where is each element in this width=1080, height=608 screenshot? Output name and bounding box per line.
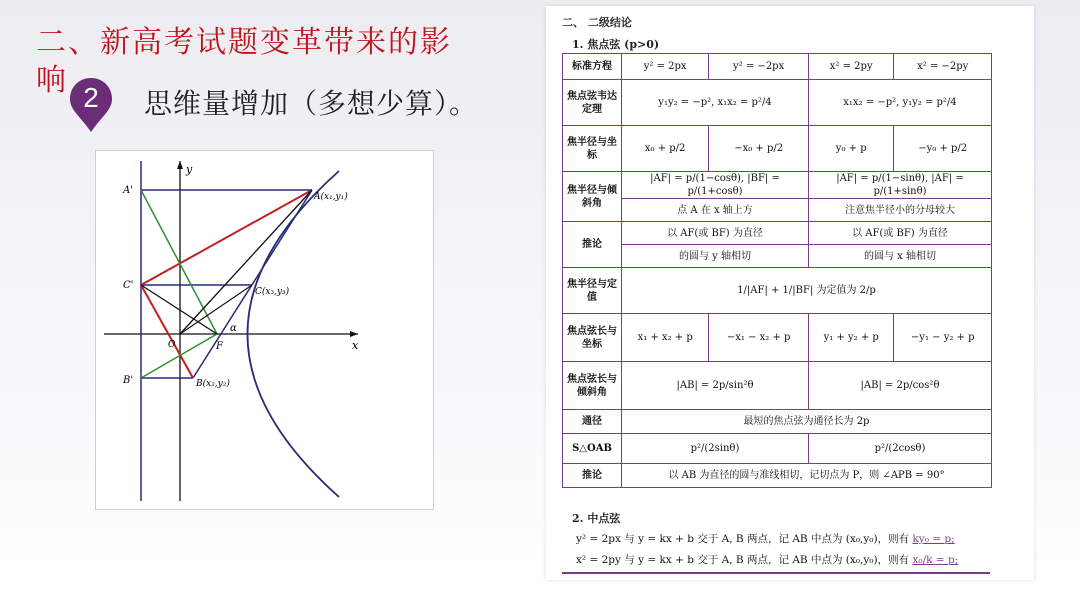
row-head: S△OAB bbox=[563, 434, 622, 464]
midpoint-line-2-result: x₀/k = p; bbox=[912, 554, 959, 566]
badge-number: 2 bbox=[83, 82, 99, 113]
page-title: 二、新高考试题变革带来的影响 bbox=[36, 25, 452, 98]
table-cell: x² = 2py bbox=[808, 54, 893, 80]
x-axis-arrow bbox=[350, 331, 358, 337]
row-head: 标准方程 bbox=[563, 54, 622, 80]
table-row bbox=[563, 362, 992, 410]
table-cell: 以 AB 为直径的圆与准线相切，记切点为 P，则 ∠APB = 90° bbox=[622, 464, 992, 488]
label-y: y bbox=[186, 163, 193, 176]
midpoint-line-2-text: x² = 2py 与 y = kx + b 交于 A, B 两点，记 AB 中点为 (x₀,y₀)，则有 bbox=[576, 554, 913, 566]
table-row bbox=[563, 126, 992, 172]
table-cell: −x₀ + p/2 bbox=[709, 126, 809, 172]
line-BprimeF bbox=[141, 334, 217, 378]
table-cell: 以 AF(或 BF) 为直径 bbox=[622, 222, 809, 245]
parabola-diagram bbox=[95, 150, 434, 510]
row-head: 通径 bbox=[563, 410, 622, 434]
label-x: x bbox=[352, 339, 359, 352]
row-head: 推论 bbox=[563, 222, 622, 268]
step-badge bbox=[70, 78, 112, 120]
table-cell: |AF| = p/(1−sinθ), |AF| = p/(1+sinθ) bbox=[808, 172, 991, 199]
table-cell: |AB| = 2p/cos²θ bbox=[808, 362, 991, 410]
table-row bbox=[563, 222, 992, 245]
doc-heading: 二、 二级结论 bbox=[562, 16, 632, 29]
line-AO bbox=[180, 190, 312, 334]
table-cell: p²/(2cosθ) bbox=[808, 434, 991, 464]
parabola-figure bbox=[96, 151, 433, 509]
doc-subheading-focal-chord: 1. 焦点弦 (p>0) bbox=[572, 38, 660, 51]
table-cell: 的圆与 y 轴相切 bbox=[622, 245, 809, 268]
line-CprimeF bbox=[141, 285, 217, 334]
table-row bbox=[563, 314, 992, 362]
table-cell: p²/(2sinθ) bbox=[622, 434, 809, 464]
bottom-rule bbox=[562, 572, 990, 574]
table-row bbox=[563, 410, 992, 434]
table-row bbox=[563, 268, 992, 314]
table-cell: x₀ + p/2 bbox=[622, 126, 709, 172]
table-row bbox=[563, 199, 992, 222]
line-CprimeB bbox=[141, 285, 193, 378]
table-cell: 注意焦半径小的分母较大 bbox=[808, 199, 991, 222]
table-cell: 1/|AF| + 1/|BF| 为定值为 2/p bbox=[622, 268, 992, 314]
label-O: O bbox=[168, 340, 176, 350]
label-alpha: α bbox=[230, 323, 237, 334]
table-cell: −x₁ − x₂ + p bbox=[709, 314, 809, 362]
table-cell: y² = 2px bbox=[622, 54, 709, 80]
y-axis-arrow bbox=[177, 161, 183, 169]
focal-chord bbox=[193, 190, 312, 378]
table-row bbox=[563, 172, 992, 199]
label-A-prime: A' bbox=[123, 185, 133, 196]
table-cell: −y₀ + p/2 bbox=[894, 126, 992, 172]
table-cell: 最短的焦点弦为通径长为 2p bbox=[622, 410, 992, 434]
table-cell: y² = −2px bbox=[709, 54, 809, 80]
table-cell: −y₁ − y₂ + p bbox=[894, 314, 992, 362]
label-B-prime: B' bbox=[123, 375, 134, 386]
row-head: 焦半径与倾斜角 bbox=[563, 172, 622, 222]
row-head: 焦半径与定值 bbox=[563, 268, 622, 314]
midpoint-line-1 bbox=[576, 531, 955, 546]
table-cell: x² = −2py bbox=[894, 54, 992, 80]
table-cell: y₀ + p bbox=[808, 126, 893, 172]
line-AprimeF bbox=[141, 190, 217, 334]
table-row bbox=[563, 80, 992, 126]
table-row bbox=[563, 464, 992, 488]
subtitle: 思维量增加（多想少算）。 bbox=[144, 87, 479, 120]
label-C-prime: C' bbox=[123, 280, 134, 291]
midpoint-line-1-text: y² = 2px 与 y = kx + b 交于 A, B 两点，记 AB 中点为 (x₀,y₀)，则有 bbox=[576, 533, 913, 545]
row-head: 焦点弦长与坐标 bbox=[563, 314, 622, 362]
row-head: 焦点弦长与倾斜角 bbox=[563, 362, 622, 410]
table-cell: x₁x₂ = −p², y₁y₂ = p²/4 bbox=[808, 80, 991, 126]
midpoint-line-1-result: ky₀ = p; bbox=[912, 533, 955, 545]
row-head: 焦点弦韦达定理 bbox=[563, 80, 622, 126]
table-cell: |AF| = p/(1−cosθ), |BF| = p/(1+cosθ) bbox=[622, 172, 809, 199]
formula-sheet bbox=[546, 6, 1034, 580]
table-cell: 点 A 在 x 轴上方 bbox=[622, 199, 809, 222]
table-row bbox=[563, 434, 992, 464]
label-C: C(x₃,y₃) bbox=[255, 287, 290, 297]
label-F: F bbox=[216, 341, 223, 352]
midpoint-line-2 bbox=[576, 552, 958, 567]
doc-subheading-midpoint-chord: 2. 中点弦 bbox=[572, 512, 621, 525]
row-head: 焦半径与坐标 bbox=[563, 126, 622, 172]
label-A: A(x₁,y₁) bbox=[314, 192, 348, 202]
table-cell: y₁y₂ = −p², x₁x₂ = p²/4 bbox=[622, 80, 809, 126]
table-cell: y₁ + y₂ + p bbox=[808, 314, 893, 362]
table-cell: x₁ + x₂ + p bbox=[622, 314, 709, 362]
table-cell: |AB| = 2p/sin²θ bbox=[622, 362, 809, 410]
focal-chord-table bbox=[562, 53, 992, 488]
row-head: 推论 bbox=[563, 464, 622, 488]
line-CO bbox=[180, 285, 252, 334]
label-B: B(x₂,y₂) bbox=[196, 379, 230, 389]
table-row bbox=[563, 54, 992, 80]
table-cell: 以 AF(或 BF) 为直径 bbox=[808, 222, 991, 245]
table-cell: 的圆与 x 轴相切 bbox=[808, 245, 991, 268]
table-row bbox=[563, 245, 992, 268]
